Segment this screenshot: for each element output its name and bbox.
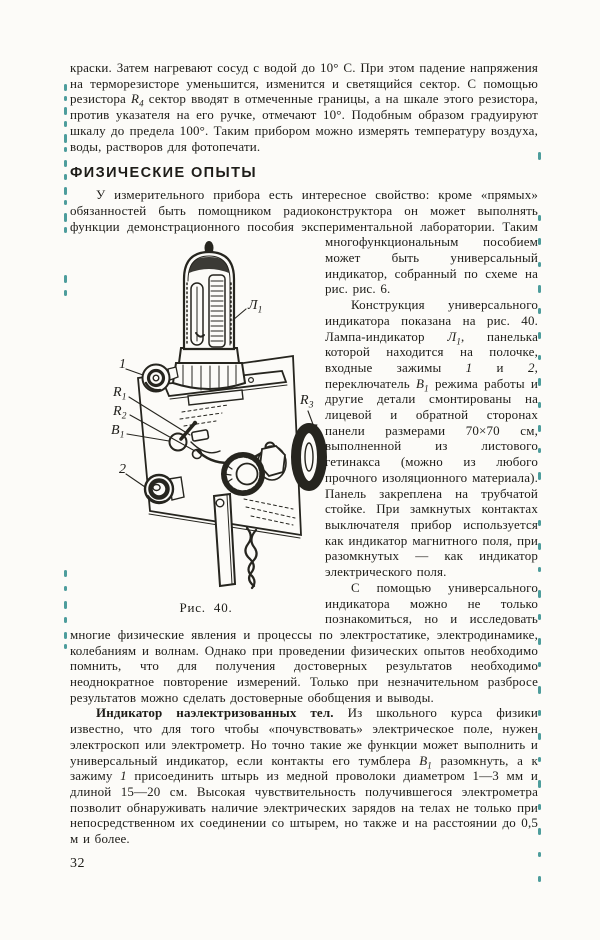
text-run: , переключатель bbox=[325, 359, 538, 391]
scan-artifact-speck bbox=[64, 644, 67, 649]
terminal-2 bbox=[145, 475, 184, 503]
scan-artifact-speck bbox=[538, 238, 541, 245]
label-r2: $R_2$ bbox=[113, 404, 127, 422]
coil-r3 bbox=[296, 428, 322, 486]
scan-artifact-speck bbox=[538, 662, 541, 667]
scan-artifact-speck bbox=[538, 567, 541, 572]
scan-artifact-speck bbox=[64, 200, 67, 205]
text-run-sub: 1 bbox=[456, 336, 461, 347]
scan-artifact-speck bbox=[538, 425, 541, 432]
label-r1: $R_1$ bbox=[113, 385, 127, 403]
text-run-sub: 1 bbox=[424, 383, 429, 394]
terminal-1-ref: 1 bbox=[465, 359, 473, 375]
text-run: разомкнуть, а к зажиму bbox=[70, 752, 538, 784]
scan-artifact-speck bbox=[538, 710, 541, 716]
vacuum-tube bbox=[184, 241, 234, 349]
scan-artifact-speck bbox=[64, 174, 67, 180]
scan-artifact-speck bbox=[64, 570, 67, 577]
text-run: краски. Затем нагревают сосуд с водой до 10° С. При этом падение напряжения на терморезисторе уменьшится, изменится и светящийся сектор. С помощью резистора bbox=[70, 60, 538, 107]
label-r3: $R_3$ bbox=[300, 393, 314, 411]
figure-40 bbox=[70, 237, 316, 615]
text-run: сектор вводят в отмеченные границы, а на шкале этого резистора, против указателя на его ручке, отмечают 10°. Подобным образом градуируют шкалу до предела 100°. Таким прибором можно измерять температуру воздуха, воды, растворов для фотопечати. bbox=[70, 91, 538, 154]
tube-socket bbox=[173, 348, 245, 390]
scan-artifact-speck bbox=[538, 308, 541, 314]
scan-artifact-speck bbox=[538, 332, 541, 339]
text-run: В bbox=[419, 752, 428, 768]
terminal-2-ref: 2 bbox=[527, 359, 535, 375]
scan-artifact-speck bbox=[64, 617, 67, 623]
scan-artifact-speck bbox=[538, 638, 541, 645]
scan-artifact-speck bbox=[538, 590, 541, 598]
terminal-1-ref: 1 bbox=[120, 768, 127, 784]
text-run: У измерительного прибора есть интересное свойство: кроме «прямых» обязанностей быть помощником радиоконструктора он может выполнять функции демонстрационного пособия экспериментальной лаборатории. bbox=[70, 187, 538, 234]
scan-artifact-speck bbox=[64, 121, 67, 127]
text-run: , панелька которой находится на полочке, входные зажимы bbox=[325, 328, 538, 375]
page-number: 32 bbox=[70, 855, 85, 871]
scan-artifact-speck bbox=[64, 586, 67, 591]
paragraph-applications: С помощью универсального индикатора можно не только познакомиться, но и исследовать многие физические явления и процессы по электростатике, электродинамике, колебаниям и волнам. Однако при проведении физических опытов необходимо помнить, что для получения достоверных результатов необходимо неоднократное повторение измерений. Только при незначительном разбросе результатов можно сделать достоверные обобщения и выводы. bbox=[70, 579, 538, 705]
scan-artifact-speck bbox=[538, 448, 541, 453]
scan-artifact-speck bbox=[64, 147, 67, 152]
label-terminal-2: 2 bbox=[119, 462, 127, 478]
scan-artifact-speck bbox=[538, 262, 541, 267]
scan-artifact-speck bbox=[64, 160, 67, 167]
paragraph-electrified-bodies bbox=[70, 705, 538, 846]
scan-artifact-speck bbox=[538, 472, 541, 480]
text-run-sub: 1 bbox=[427, 760, 432, 771]
scan-artifact-speck bbox=[538, 828, 541, 835]
figure-caption: Рис. 40. bbox=[179, 600, 233, 616]
scan-artifact-speck bbox=[64, 227, 67, 233]
label-lamp-l1: $Л_1$ bbox=[248, 298, 263, 316]
text-run: режима работы и другие детали смонтированы на лицевой и обратной сторонах панели размерами 70×70 см, выполненной из листового гетинакса (можно из любого прочного изоляционного материала). Панель закреплена на трубчатой стойке. При замкнутых контактах выключателя прибор используется как индикатор магнитного поля, при разомкнутых — как индикатор электрического поля. bbox=[325, 375, 539, 580]
switch-b1-symbol bbox=[416, 375, 429, 394]
scan-artifact-speck bbox=[538, 402, 541, 408]
label-terminal-1: 1 bbox=[119, 357, 127, 373]
text-run-sub: 4 bbox=[139, 99, 144, 109]
scan-artifact-speck bbox=[64, 632, 67, 639]
text-run: Л bbox=[447, 328, 457, 344]
scan-artifact-speck bbox=[538, 355, 541, 360]
scan-artifact-speck bbox=[64, 601, 67, 609]
text-run: Конструкция универсального индикатора показана на рис. 40. Лампа-индикатор bbox=[325, 297, 538, 344]
scan-artifact-speck bbox=[538, 614, 541, 620]
resistor-r4-symbol bbox=[130, 91, 144, 109]
figure-illustration bbox=[96, 237, 342, 591]
scan-artifact-speck bbox=[538, 852, 541, 857]
scan-artifact-speck bbox=[64, 134, 67, 143]
scan-artifact-speck bbox=[538, 876, 541, 882]
text-run: присоединить штырь из медной проволоки диаметром 1—3 мм и длиной 15—20 см. Высокая чувствительность получившегося электрометра позволит обнаруживать наличие электрических зарядов на телах не только при непосредственном их соединении со штырем, но также и на расстоянии до 0,5 м и более. bbox=[70, 768, 538, 847]
switch-b1-symbol bbox=[419, 752, 432, 771]
page-text-block bbox=[70, 60, 538, 872]
text-run: Таким многофункциональным пособием может быть универсальный индикатор, собранный по схеме на рис. рис. 6. bbox=[325, 218, 538, 297]
scan-artifact-speck bbox=[538, 285, 541, 293]
text-run: В bbox=[416, 375, 425, 391]
paragraph-lead: Индикатор наэлектризованных тел. bbox=[96, 705, 334, 721]
scan-artifact-speck bbox=[538, 543, 541, 550]
text-run: R bbox=[130, 91, 140, 107]
text-run: и bbox=[472, 359, 528, 375]
scan-artifact-speck bbox=[64, 213, 67, 222]
scan-artifact-speck bbox=[538, 520, 541, 526]
scan-artifact-speck bbox=[538, 686, 541, 694]
text-run: Из школьного курса физики известно, что для того чтобы «почувствовать» электрическое поле, нужен электроскоп или электрометр. Но точно такие же функции может выполнить и универсальный индикатор, если контакты его тумблера bbox=[70, 705, 538, 768]
paragraph-thermometer bbox=[70, 60, 538, 154]
scan-artifact-speck bbox=[64, 84, 67, 91]
scan-artifact-speck bbox=[538, 780, 541, 788]
scan-artifact-speck bbox=[64, 187, 67, 195]
scan-artifact-speck bbox=[64, 107, 67, 115]
scan-artifact-speck bbox=[538, 733, 541, 740]
scan-artifact-speck bbox=[64, 290, 67, 296]
section-heading: ФИЗИЧЕСКИЕ ОПЫТЫ bbox=[70, 165, 257, 182]
scan-artifact-speck bbox=[538, 757, 541, 762]
scan-artifact-speck bbox=[64, 96, 67, 101]
label-b1: $В_1$ bbox=[111, 423, 125, 441]
scan-artifact-speck bbox=[538, 152, 541, 160]
scan-artifact-speck bbox=[538, 378, 541, 386]
twisted-wires bbox=[245, 528, 256, 588]
scan-artifact-speck bbox=[538, 215, 541, 221]
scan-artifact-speck bbox=[538, 804, 541, 810]
scan-artifact-speck bbox=[64, 275, 67, 283]
lamp-l1-symbol bbox=[447, 328, 461, 347]
